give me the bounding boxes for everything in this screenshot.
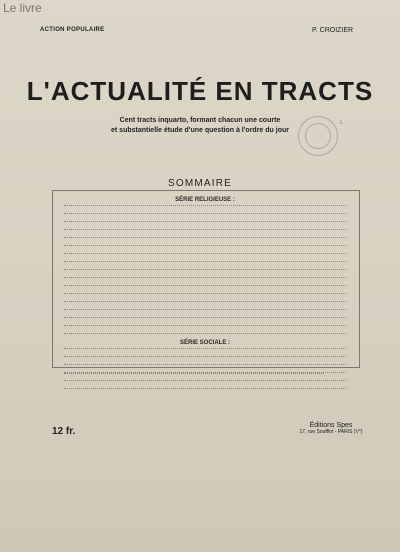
summary-line [64,277,346,284]
publisher-name: Éditions Spes [309,422,353,429]
summary-line [64,285,346,292]
header-right: P. CROIZIER [312,27,354,34]
summary-line [64,205,346,212]
summary-line [64,348,346,355]
price: 12 fr. [52,426,76,437]
summary-line [64,301,346,308]
summary-line [64,388,346,395]
summary-content [64,197,346,395]
subtitle-line: Cent tracts inquarto, formant chacun une courte [119,117,281,124]
summary-line [64,317,346,324]
sommaire-heading: SOMMAIRE [167,178,233,189]
summary-line [64,380,346,387]
summary-line [64,333,346,340]
section-heading: SÉRIE SOCIALE : [179,340,230,346]
summary-line [64,229,346,236]
publisher-block [286,422,376,436]
publisher-address: 17, rue Soufflot - PARIS (V°) [299,429,363,435]
summary-line [64,356,346,363]
page-title: L'ACTUALITÉ EN TRACTS [26,76,374,106]
summary-line [64,253,346,260]
corner-mark: ʟ [340,118,344,126]
summary-line [64,309,346,316]
summary-line [64,364,346,371]
subtitle-line: et substantielle étude d'une question à l'ordre du jour [111,127,289,134]
header-left: ACTION POPULAIRE [40,27,105,33]
watermark: Le livre [3,1,42,15]
summary-line [64,245,346,252]
summary-line [64,213,346,220]
library-stamp-icon [298,116,338,156]
section-heading: SÉRIE RELIGIEUSE : [175,197,235,203]
summary-line [64,237,346,244]
summary-line [64,221,346,228]
summary-line [64,269,346,276]
summary-line [64,325,346,332]
summary-line [64,293,346,300]
footnote-placeholder [64,372,324,378]
summary-line [64,261,346,268]
